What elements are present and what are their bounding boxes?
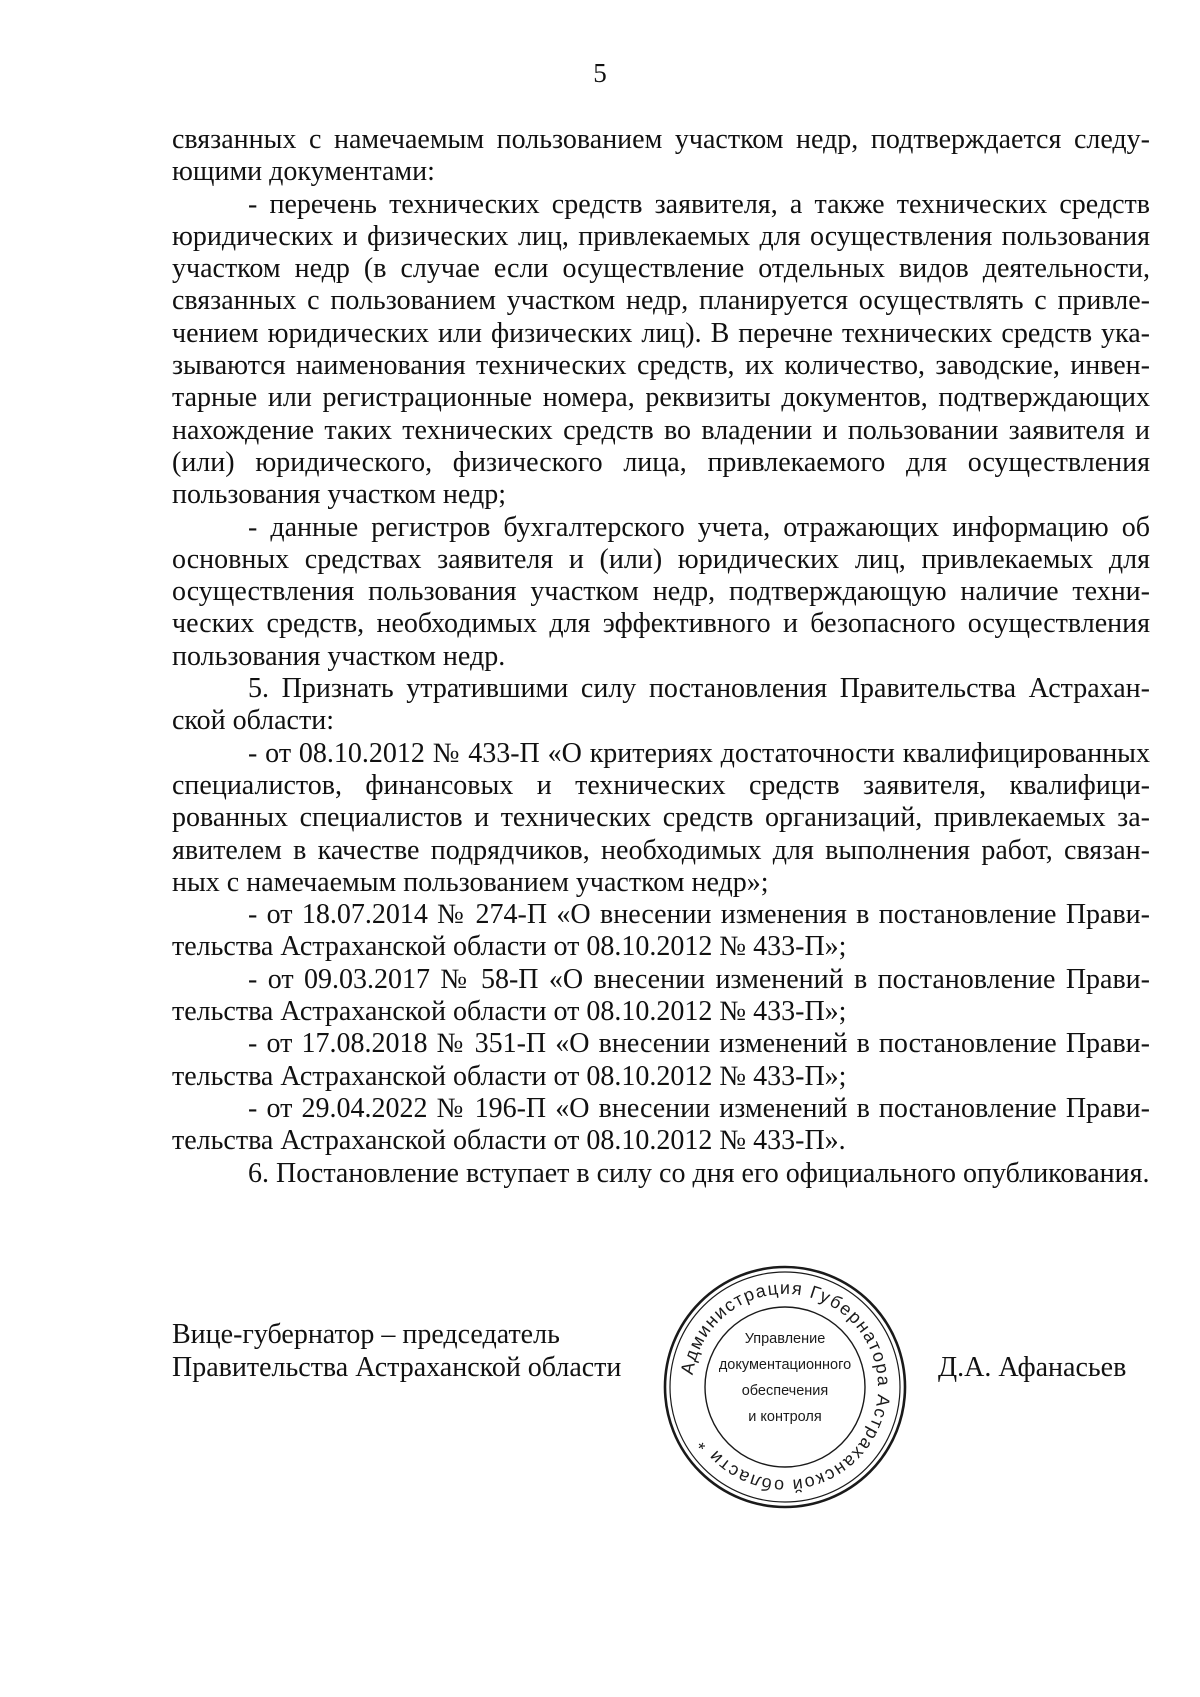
seal-center-line: Управление [744, 1331, 826, 1347]
paragraph-list-item: - перечень технических средств заявителя, а также технических средств юридических и физических лиц, привлекаемых для осуществления пользования участком недр (в случае если осуществление отдельных видов деятельности, связанных с пользованием участком недр, планируется осуществлять с привлечением юридических или физических лиц). В перечне технических средств указываются наименования технических средств, их количество, заводские, инвентарные или регистрационные номера, реквизиты документов, подтверждающих нахождение таких технических средств во владении и пользовании заявителя и (или) юридического, физического лица, привлекаемого для осуществления пользования участком недр; [172, 188, 1150, 511]
paragraph-clause-5: 5. Признать утратившими силу постановления Правительства Астраханской области: [172, 673, 1150, 737]
seal-center-line: документационного [718, 1357, 852, 1373]
signer-name: Д.А. Афанасьев [938, 1352, 1127, 1383]
signer-position [172, 1318, 621, 1384]
seal-center-line: обеспечения [741, 1383, 829, 1399]
page-number: 5 [593, 58, 607, 88]
paragraph-clause-6: 6. Постановление вступает в силу со дня его официального опубликования. [248, 1157, 1150, 1189]
paragraph-list-item: - от 08.10.2012 № 433-П «О критериях достаточности квалифицированных специалистов, финансовых и технических средств заявителя, квалифицированных специалистов и технических средств организаций, привлекаемых заявителем в качестве подрядчиков, необходимых для выполнения работ, связанных с намечаемым пользованием участком недр»; [172, 737, 1150, 898]
signer-position-line-1: Вице-губернатор – председатель [172, 1319, 560, 1350]
paragraph-list-item: - данные регистров бухгалтерского учета, отражающих информацию об основных средствах заявителя и (или) юридических лиц, привлекаемых для осуществления пользования участком недр, подтверждающую наличие технических средств, необходимых для эффективного и безопасного осуществления пользования участком недр. [172, 511, 1150, 672]
signer-position-line-2: Правительства Астраханской области [172, 1352, 622, 1383]
document-body [172, 124, 1150, 1190]
paragraph-list-item: - от 29.04.2022 № 196-П «О внесении изменений в постановление Правительства Астраханской области от 08.10.2012 № 433-П». [172, 1092, 1150, 1157]
paragraph-list-item: - от 09.03.2017 № 58-П «О внесении изменений в постановление Правительства Астраханской области от 08.10.2012 № 433-П»; [172, 963, 1150, 1028]
paragraph-list-item: - от 18.07.2014 № 274-П «О внесении изменения в постановление Правительства Астраханской области от 08.10.2012 № 433-П»; [172, 899, 1150, 963]
seal-ring-text: Администрация Губернатора Астраханской области * [676, 1277, 895, 1497]
seal-center-text [705, 1326, 865, 1430]
paragraph: связанных с намечаемым пользованием участком недр, подтверждается следующими документами: [172, 124, 1150, 188]
seal-center-line: и контроля [748, 1409, 822, 1425]
paragraph-list-item: - от 17.08.2018 № 351-П «О внесении изменений в постановление Правительства Астраханской области от 08.10.2012 № 433-П»; [172, 1028, 1150, 1092]
official-seal [660, 1262, 910, 1512]
